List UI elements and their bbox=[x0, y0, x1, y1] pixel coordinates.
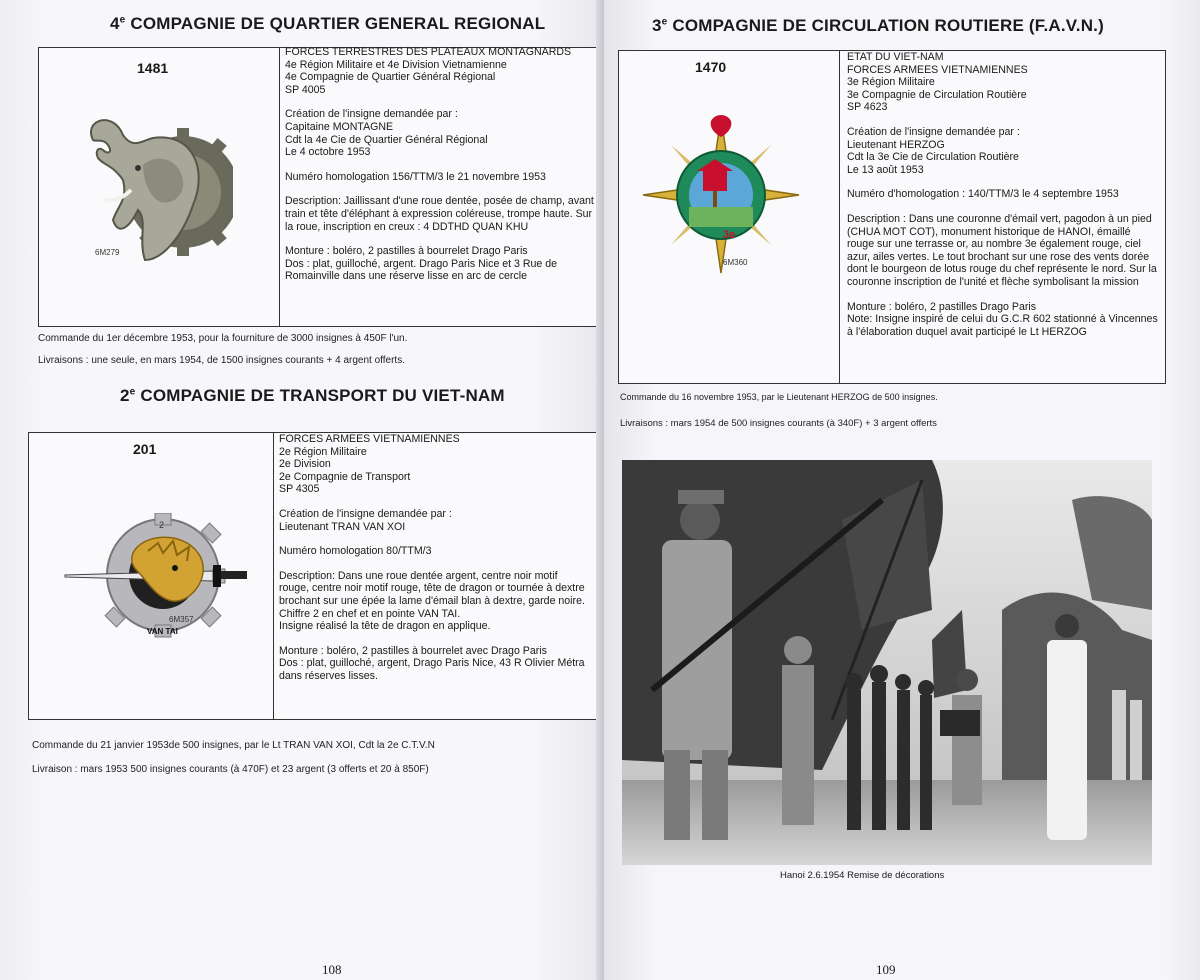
page-number: 109 bbox=[876, 962, 896, 977]
insignia-box-1470 bbox=[618, 50, 1166, 384]
section-title-3e-ccr: 3e COMPAGNIE DE CIRCULATION ROUTIERE (F.A.V.N.) bbox=[652, 16, 1104, 35]
description-line: la roue, inscription en creux : 4 DDTHD QUAN KHU bbox=[285, 220, 529, 233]
box-divider bbox=[279, 48, 280, 326]
insignia-ref-code: 6M357 bbox=[169, 615, 194, 624]
description-line: SP 4305 bbox=[279, 483, 320, 496]
insignia-description-text bbox=[279, 433, 585, 683]
description-line: Cdt la 4e Cie de Quartier Général Régional bbox=[285, 133, 488, 146]
order-note: Commande du 16 novembre 1953, par le Lieutenant HERZOG de 500 insignes. bbox=[620, 392, 938, 402]
description-line bbox=[847, 114, 1158, 126]
description-line: azur, ailes vertes. Le tout brochant sur une rose des vents dorée bbox=[847, 250, 1150, 263]
description-line bbox=[285, 96, 594, 108]
description-line: rouge, centre noir motif rouge, tête de dragon or tournée à dextre bbox=[279, 582, 585, 595]
insignia-box-1481 bbox=[38, 47, 604, 327]
description-line: SP 4005 bbox=[285, 83, 326, 96]
description-line bbox=[847, 176, 1158, 188]
insignia-ref-code: 6M360 bbox=[723, 258, 748, 267]
description-line: Création de l'insigne demandée par : bbox=[279, 507, 452, 520]
description-line: Monture : boléro, 2 pastilles Drago Paris bbox=[847, 300, 1037, 313]
order-note: Commande du 1er décembre 1953, pour la fourniture de 3000 insignes à 450F l'un. bbox=[38, 333, 408, 344]
description-line: Cdt la 3e Cie de Circulation Routière bbox=[847, 151, 1019, 164]
description-line bbox=[285, 159, 594, 171]
description-line bbox=[279, 633, 585, 645]
description-line: Capitaine MONTAGNE bbox=[285, 120, 394, 133]
description-line: 4e Compagnie de Quartier Général Régional bbox=[285, 71, 496, 84]
insignia-number: 1481 bbox=[137, 60, 169, 76]
insignia-box-201 bbox=[28, 432, 604, 720]
description-line: Numéro homologation 80/TTM/3 bbox=[279, 545, 432, 558]
description-line: Monture : boléro, 2 pastilles à bourrelet avec Drago Paris bbox=[279, 644, 547, 657]
description-line: train et tête d'éléphant à expression coléreuse, trompe haute. Sur bbox=[285, 207, 593, 220]
description-line: Chiffre 2 en chef et en pointe VAN TAI. bbox=[279, 607, 461, 620]
insignia-description-text bbox=[847, 51, 1158, 338]
emblem-bottom-text: VAN TAI bbox=[147, 627, 178, 636]
description-line: Création de l'insigne demandée par : bbox=[285, 108, 458, 121]
description-line: Le 13 août 1953 bbox=[847, 163, 924, 176]
description-line: Insigne réalisé la tête de dragon en applique. bbox=[279, 620, 491, 633]
description-line: à l'élaboration duquel avait participé le Lt HERZOG bbox=[847, 325, 1087, 338]
description-line: SP 4623 bbox=[847, 101, 888, 114]
box-divider bbox=[839, 51, 840, 383]
compass-pagoda-insignia-image bbox=[641, 115, 801, 275]
description-line: (CHUA MOT COT), monument historique de HANOI, émaillé bbox=[847, 225, 1131, 238]
order-note: Commande du 21 janvier 1953de 500 insignes, par le Lt TRAN VAN XOI, Cdt la 2e C.T.V.N bbox=[32, 740, 435, 751]
description-line: Numéro d'homologation : 140/TTM/3 le 4 septembre 1953 bbox=[847, 188, 1119, 201]
description-line: 3e Compagnie de Circulation Routière bbox=[847, 88, 1027, 101]
description-line: Monture : boléro, 2 pastilles à bourrelet Drago Paris bbox=[285, 245, 528, 258]
box-divider bbox=[273, 433, 274, 719]
description-line: Description: Dans une roue dentée argent, centre noir motif bbox=[279, 569, 558, 582]
description-line: 2e Division bbox=[279, 458, 331, 471]
description-line: FORCES ARMEES VIETNAMIENNES bbox=[279, 433, 460, 445]
parade-photograph bbox=[622, 460, 1152, 865]
description-line: Lieutenant TRAN VAN XOI bbox=[279, 520, 406, 533]
delivery-note: Livraisons : mars 1954 de 500 insignes courants (à 340F) + 3 argent offerts bbox=[620, 418, 937, 429]
description-line: brochant sur une épée la lame d'émail blan à dextre, garde noire. bbox=[279, 594, 585, 607]
dragon-insignia-image bbox=[63, 513, 253, 638]
insignia-description-text bbox=[285, 46, 594, 283]
description-line bbox=[279, 533, 585, 545]
description-line: 4e Région Militaire et 4e Division Vietnamienne bbox=[285, 58, 507, 71]
right-page bbox=[604, 0, 1200, 980]
photo-caption: Hanoi 2.6.1954 Remise de décorations bbox=[780, 870, 945, 881]
description-line bbox=[285, 233, 594, 245]
description-line: Dos : plat, guilloché, argent. Drago Paris Nice et 3 Rue de bbox=[285, 257, 558, 270]
description-line: Numéro homologation 156/TTM/3 le 21 novembre 1953 bbox=[285, 170, 546, 183]
delivery-note: Livraisons : une seule, en mars 1954, de 1500 insignes courants + 4 argent offerts. bbox=[38, 355, 405, 366]
description-line: 3e Région Militaire bbox=[847, 76, 935, 89]
delivery-note: Livraison : mars 1953 500 insignes courants (à 470F) et 23 argent (3 offerts et 20 à 850F) bbox=[32, 764, 429, 775]
parade-photo-illustration bbox=[622, 460, 1152, 865]
description-line: FORCES TERRESTRES DES PLATEAUX MONTAGNARDS bbox=[285, 46, 572, 58]
insignia-number: 1470 bbox=[695, 59, 727, 75]
description-line: 2e Région Militaire bbox=[279, 445, 367, 458]
description-line: dans réserves lisses. bbox=[279, 669, 378, 682]
description-line: dont le bourgeon de lotus rouge du chef représente le nord. Sur la bbox=[847, 263, 1157, 276]
emblem-top-number: 2 bbox=[159, 520, 165, 530]
description-line bbox=[847, 289, 1158, 301]
emblem-number-label: 3e bbox=[723, 229, 736, 241]
insignia-ref-code: 6M279 bbox=[95, 248, 120, 257]
section-title-2e-ctvn: 2e COMPAGNIE DE TRANSPORT DU VIET-NAM bbox=[120, 386, 505, 405]
description-line: Description: Jaillissant d'une roue dentée, posée de champ, avant bbox=[285, 195, 594, 208]
insignia-number: 201 bbox=[133, 441, 157, 457]
page-number: 108 bbox=[322, 962, 342, 977]
description-line: Note: Insigne inspiré de celui du G.C.R 602 stationné à Vincennes bbox=[847, 313, 1158, 326]
description-line: FORCES ARMEES VIETNAMIENNES bbox=[847, 63, 1028, 76]
description-line bbox=[285, 183, 594, 195]
description-line bbox=[847, 201, 1158, 213]
description-line: Romainville dans une réserve lisse en arc de cercle bbox=[285, 270, 528, 283]
description-line: Création de l'insigne demandée par : bbox=[847, 125, 1020, 138]
description-line: Description : Dans une couronne d'émail vert, pagodon à un pied bbox=[847, 212, 1152, 225]
description-line: rouge sur une terrasse or, au nombre 3e également rouge, ciel bbox=[847, 238, 1141, 251]
description-line bbox=[279, 558, 585, 570]
description-line: Lieutenant HERZOG bbox=[847, 138, 945, 151]
section-title-4e-cqgr: 4e COMPAGNIE DE QUARTIER GENERAL REGIONAL bbox=[110, 14, 546, 33]
description-line: couronne inscription de l'unité et flèche symbolisant la mission bbox=[847, 275, 1139, 288]
description-line: 2e Compagnie de Transport bbox=[279, 470, 411, 483]
description-line: Dos : plat, guilloché, argent, Drago Paris Nice, 43 R Olivier Métra bbox=[279, 657, 585, 670]
description-line bbox=[279, 496, 585, 508]
description-line: Le 4 octobre 1953 bbox=[285, 146, 371, 159]
description-line: ETAT DU VIET-NAM bbox=[847, 51, 944, 63]
